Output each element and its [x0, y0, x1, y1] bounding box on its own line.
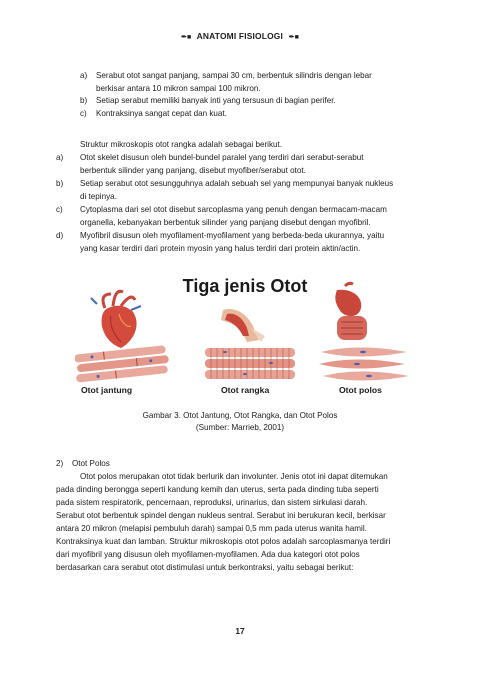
arm-icon: [221, 309, 265, 342]
list-marker: c): [80, 108, 87, 118]
cardiac-muscle-tissue: [75, 345, 170, 383]
list-item-text: berkisar antara 10 mikron sampai 100 mikron.: [96, 83, 261, 93]
list-item-text: berbentuk silinder yang panjang, disebut myofiber/serabut otot.: [80, 165, 306, 175]
list-marker: c): [56, 205, 63, 214]
list-item-text: Setiap serabut memiliki banyak inti yang tersusun di bagian perifer.: [96, 96, 336, 106]
list-item-text: Otot skelet disusun oleh bundel-bundel paralel yang terdiri dari serabut-serabut: [80, 153, 364, 162]
intro-paragraph: Struktur mikroskopis otot rangka adalah sebagai berikut.: [80, 140, 282, 149]
list-marker: b): [56, 179, 64, 188]
header-title: ANATOMI FISIOLOGI: [196, 31, 284, 41]
section-title: Otot Polos: [72, 459, 110, 468]
caption-source: (Sumber: Marrieb, 2001): [195, 423, 285, 433]
list-item-text: organella, kebanyakan berbentuk silinder yang panjang disebut dengan myofibril.: [80, 217, 371, 227]
figure-title: Tiga jenis Otot: [182, 276, 308, 296]
list-item-text: Serabut otot sangat panjang, sampai 30 cm, berbentuk silindris dengan lebar: [96, 71, 372, 80]
heart-icon: [91, 291, 141, 348]
page-number: 17: [235, 626, 245, 636]
list-marker: b): [80, 96, 88, 106]
stomach-icon: [335, 283, 367, 340]
skeletal-muscle-tissue: [205, 348, 295, 379]
list-item-text: Myofibril disusun oleh myofilament-myofilament yang berbeda-beda ukurannya, yaitu: [80, 231, 385, 240]
list-item-text: yang kasar terdiri dari protein myosin yang halus terdiri dari protein aktin/actin.: [80, 243, 361, 253]
figure-label-skeletal: Otot rangka: [221, 385, 270, 395]
pen-icon: ✒■: [180, 34, 192, 41]
list-marker: a): [80, 71, 88, 80]
paragraph-line: antara 20 mikron (melapisi pembuluh darah) sampai 0,5 mm pada uterus wanita hamil.: [56, 524, 367, 533]
list-item-text: Kontraksinya sangat cepat dan kuat.: [96, 108, 227, 118]
muscle-illustration: [75, 270, 415, 400]
paragraph-line: pada dinding berongga seperti kandung kemih dan uterus, serta pada dinding tuba seperti: [56, 485, 379, 494]
paragraph-line: Otot polos merupakan otot tidak berlurik dan involunter. Jenis otot ini dapat ditemukan: [80, 472, 388, 481]
pen-icon: ✒■: [288, 34, 300, 41]
paragraph-line: berdasarkan cara serabut otot distimulasi untuk berkontraksi, yaitu sebagai berikut:: [56, 563, 354, 572]
list-item-text: di tepinya.: [80, 191, 117, 201]
list-item-text: Cytoplasma dari sel otot disebut sarcoplasma yang penuh dengan bermacam-macam: [80, 205, 387, 214]
list-item-text: Setiap serabut otot sesungguhnya adalah sebuah sel yang mempunyai banyak nukleus: [80, 179, 394, 188]
running-header: [0, 31, 480, 41]
list-marker: a): [56, 153, 64, 162]
section-number: 2): [56, 459, 64, 468]
smooth-muscle-tissue: [319, 348, 409, 381]
caption-line: Gambar 3. Otot Jantung, Otot Rangka, dan Otot Polos: [142, 411, 338, 420]
paragraph-line: pada sistem respiratorik, pencernaan, reproduksi, urinarius, dan sistem sirkulasi darah.: [56, 498, 368, 507]
paragraph-line: Serabut otot berbentuk spindel dengan nukleus sentral. Serabut ini berukuran kecil, berkisar: [56, 511, 386, 520]
muscle-types-figure: [75, 270, 415, 400]
paragraph-line: dari myofibril yang disusun oleh myofilamen-myofilamen. Ada dua kategori otot polos: [56, 550, 360, 559]
paragraph-line: Kontraksinya kuat dan lamban. Struktur mikroskopis otot polos adalah sarcoplasmanya terdiri: [56, 537, 391, 546]
figure-label-smooth: Otot polos: [339, 385, 382, 395]
figure-caption: [0, 410, 480, 434]
list-marker: d): [56, 231, 64, 240]
figure-label-cardiac: Otot jantung: [81, 385, 133, 395]
